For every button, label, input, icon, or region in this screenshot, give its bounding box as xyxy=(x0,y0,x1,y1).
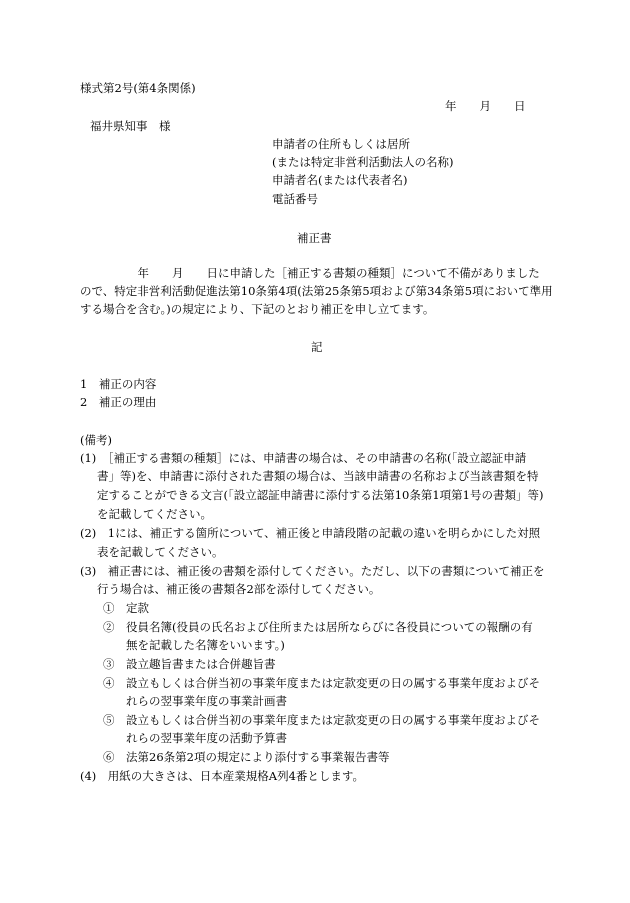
applicant-name-label: 申請者名(または代表者名) xyxy=(272,173,408,187)
body-line-2: ので、特定非営利活動促進法第10条第4項(法第25条第5項および第34条第5項において準用 xyxy=(80,284,553,298)
applicant-address-label: 申請者の住所もしくは居所 xyxy=(272,137,410,151)
note-2-line-1: (2) 1には、補正する箇所について、補正後と申請段階の記載の違いを明らかにした対照 xyxy=(80,526,541,540)
sub-item-1: ① 定款 xyxy=(103,601,149,615)
document-title: 補正書 xyxy=(297,231,332,245)
applicant-org-name-label: (または特定非営利活動法人の名称) xyxy=(272,155,454,169)
note-1-line-3: 定することができる文言(「設立認証申請書に添付する法第10条第1項第1号の書類」等) xyxy=(97,488,544,502)
body-line-1: 年 月 日に申請した［補正する書類の種類］について不備がありました xyxy=(80,266,540,280)
date-line: 年 月 日 xyxy=(445,99,526,113)
note-1-line-4: を記載してください。 xyxy=(97,507,212,521)
sub-item-4-line-2: れらの翌事業年度の事業計画書 xyxy=(126,694,287,708)
note-3-line-1: (3) 補正書には、補正後の書類を添付してください。ただし、以下の書類について補正を xyxy=(80,564,545,578)
note-1-line-1: (1) ［補正する書類の種類］には、申請書の場合は、その申請書の名称(「設立認証申請 xyxy=(80,451,527,465)
note-3-line-2: 行う場合は、補正後の書類各2部を添付してください。 xyxy=(97,582,381,596)
sub-item-5-line-2: れらの翌事業年度の活動予算書 xyxy=(126,731,287,745)
item-reason: 2 補正の理由 xyxy=(80,395,157,409)
sub-item-3: ③ 設立趣旨書または合併趣旨書 xyxy=(103,657,276,671)
note-4: (4) 用紙の大きさは、日本産業規格A列4番とします。 xyxy=(80,769,364,783)
applicant-phone-label: 電話番号 xyxy=(272,192,318,206)
addressee: 福井県知事 様 xyxy=(90,119,171,133)
ki-heading: 記 xyxy=(311,340,323,354)
form-number: 様式第2号(第4条関係) xyxy=(80,81,196,95)
sub-item-4-line-1: ④ 設立もしくは合併当初の事業年度または定款変更の日の属する事業年度およびそ xyxy=(103,676,540,690)
note-2-line-2: 表を記載してください。 xyxy=(97,545,224,559)
sub-item-6: ⑥ 法第26条第2項の規定により添付する事業報告書等 xyxy=(103,750,390,764)
body-line-3: する場合を含む。)の規定により、下記のとおり補正を申し立てます。 xyxy=(80,302,435,316)
notes-heading: (備考) xyxy=(80,433,112,447)
note-1-line-2: 書」等)を、申請書に添付された書類の場合は、当該申請書の名称および当該書類を特 xyxy=(97,469,539,483)
sub-item-2-line-2: 無を記載した名簿をいいます。) xyxy=(126,638,285,652)
sub-item-5-line-1: ⑤ 設立もしくは合併当初の事業年度または定款変更の日の属する事業年度およびそ xyxy=(103,713,540,727)
sub-item-2-line-1: ② 役員名簿(役員の氏名および住所または居所ならびに各役員についての報酬の有 xyxy=(103,620,533,634)
item-content: 1 補正の内容 xyxy=(80,377,157,391)
